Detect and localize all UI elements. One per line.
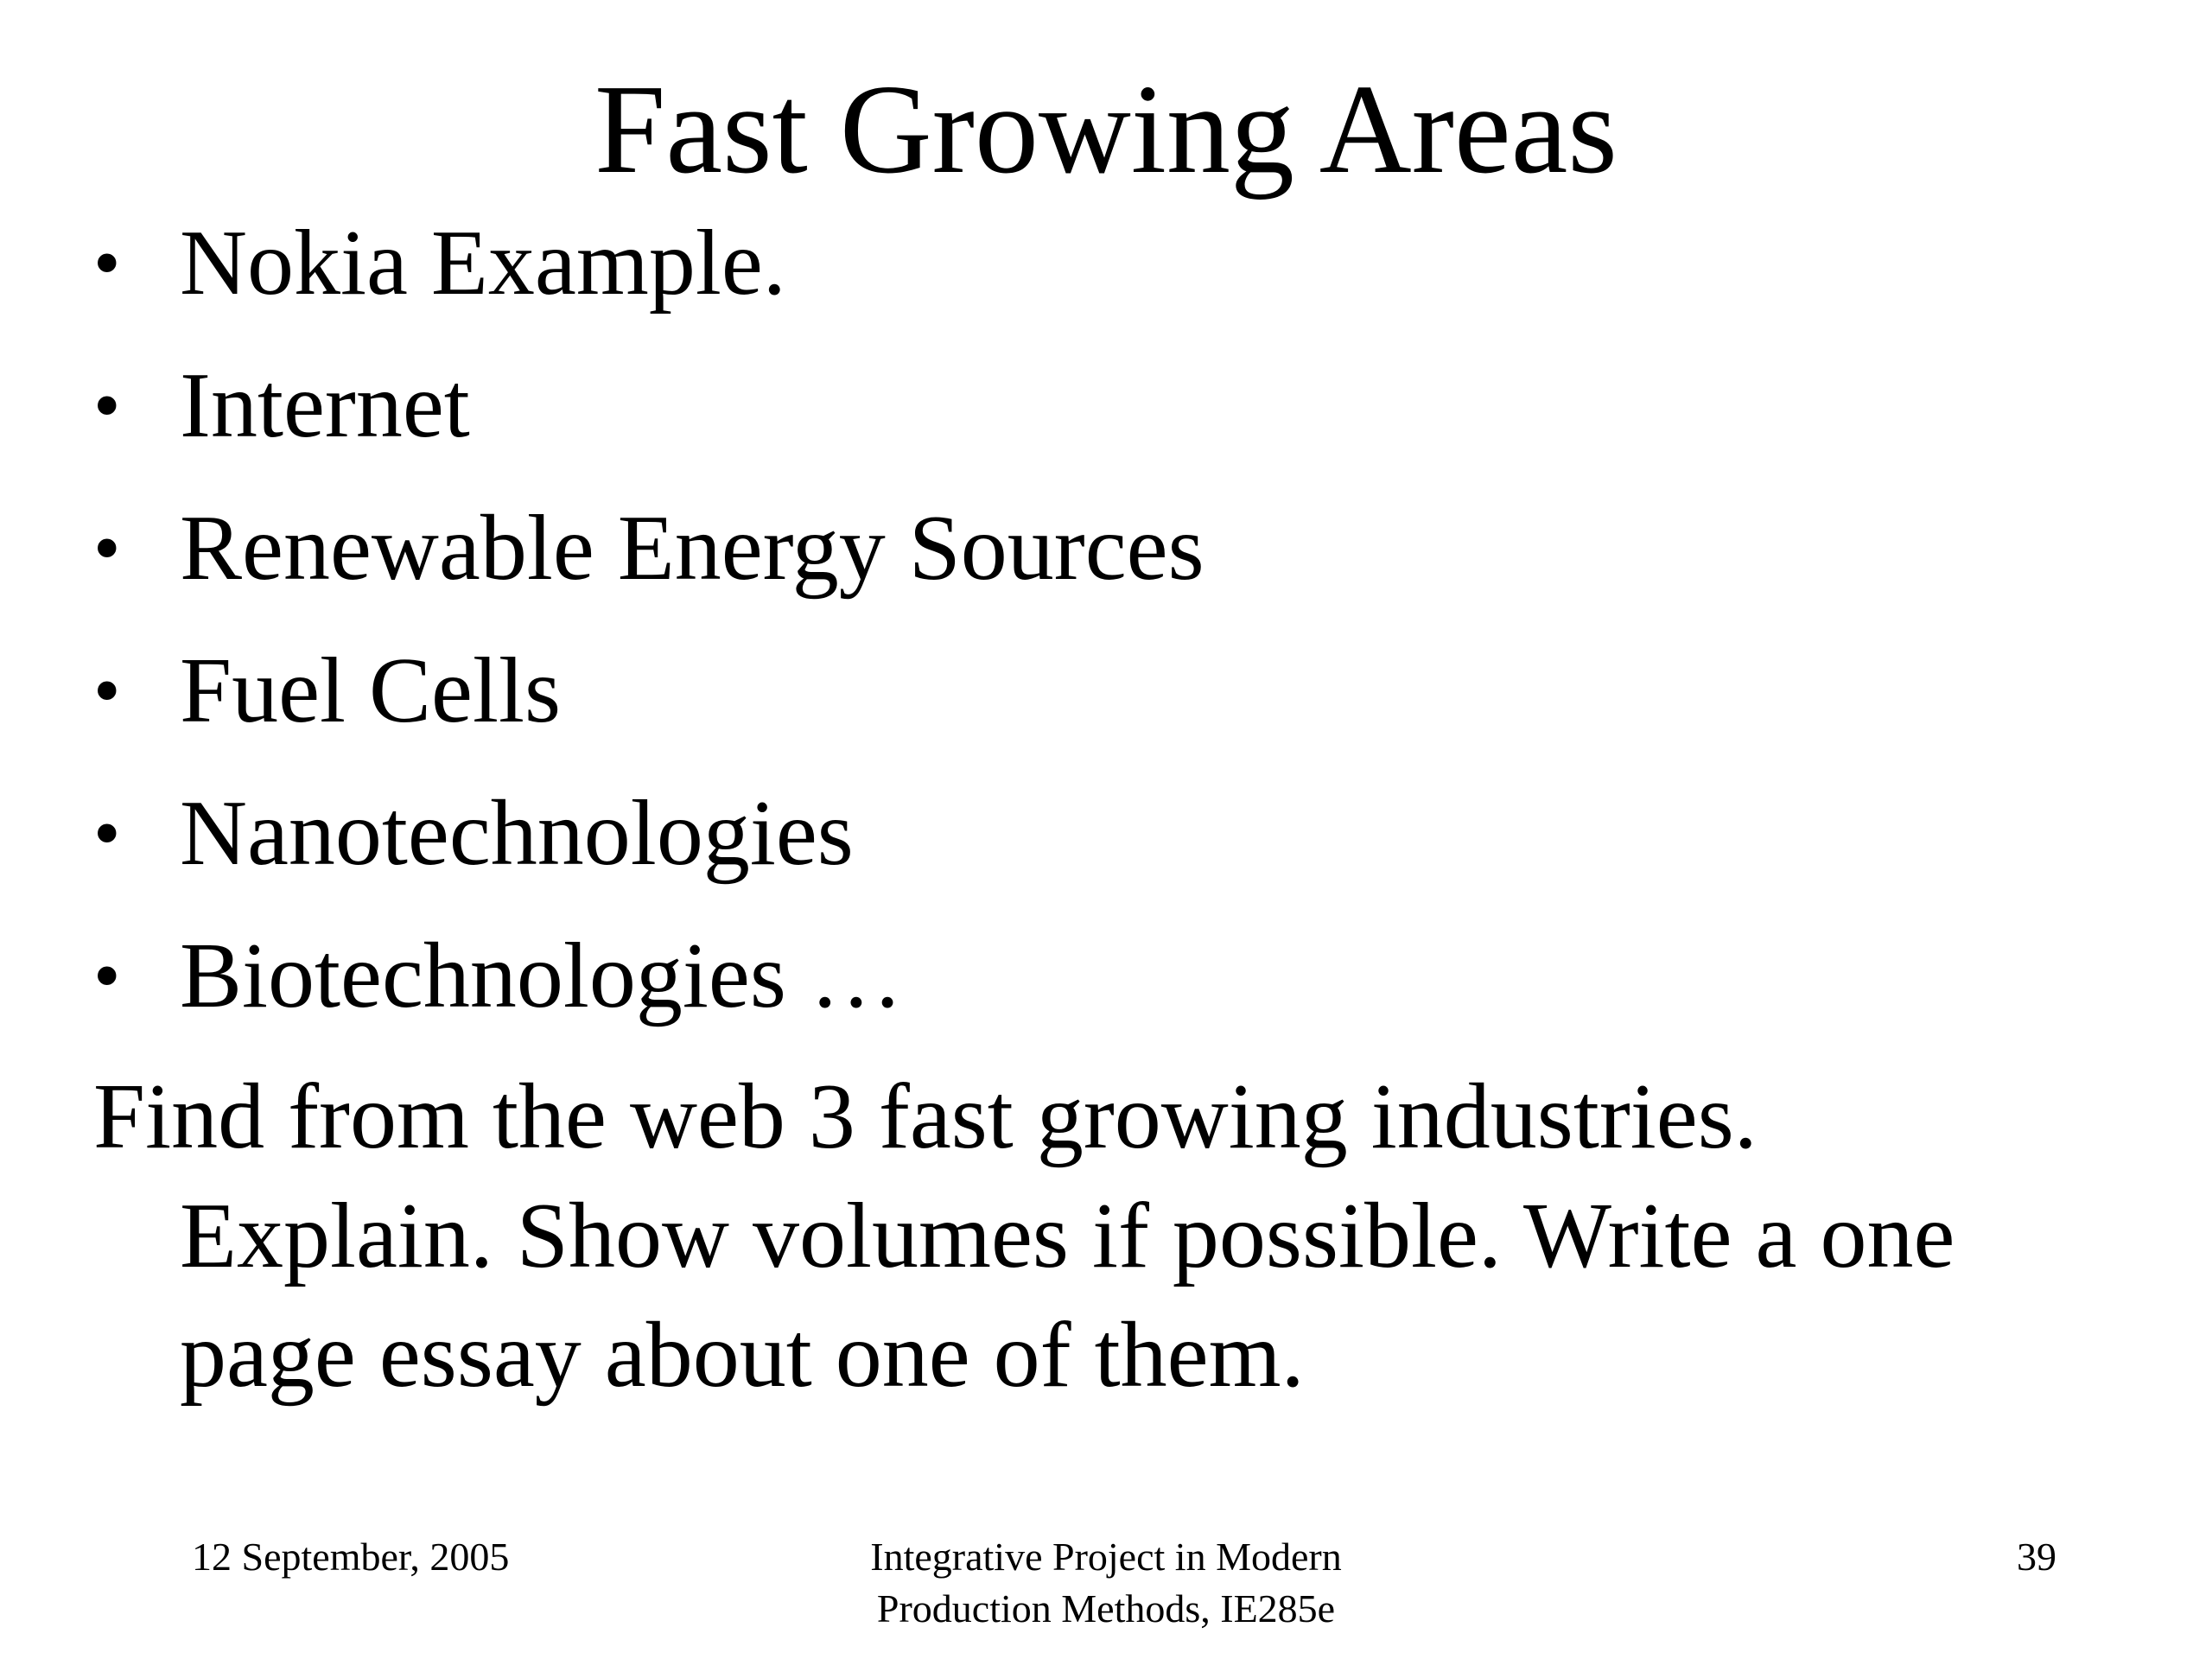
bullet-text: Nokia Example. <box>180 212 786 315</box>
bullet-icon: • <box>93 363 121 448</box>
bullet-icon: • <box>93 791 121 876</box>
bullet-icon: • <box>93 933 121 1019</box>
bullet-text: Biotechnologies … <box>180 925 903 1027</box>
footer-course-line: Production Methods, IE285e <box>876 1586 1336 1630</box>
footer-date: 12 September, 2005 <box>192 1535 510 1579</box>
footer-course-line: Integrative Project in Modern <box>870 1535 1342 1579</box>
assignment-line: Find from the web 3 fast growing industries. <box>93 1065 1758 1168</box>
assignment-paragraph <box>93 1058 2167 1415</box>
bullet-text: Fuel Cells <box>180 639 562 742</box>
page-number: 39 <box>2017 1535 2056 1579</box>
slide-title: Fast Growing Areas <box>594 59 1618 200</box>
list-item <box>93 920 2081 1033</box>
list-item <box>93 493 2081 605</box>
bullet-text: Nanotechnologies <box>180 782 854 885</box>
list-item <box>93 778 2081 890</box>
list-item <box>93 635 2081 747</box>
bullet-icon: • <box>93 648 121 734</box>
bullet-icon: • <box>93 220 121 306</box>
list-item <box>93 207 2081 320</box>
list-item <box>93 350 2081 462</box>
assignment-line: Explain. Show volumes if possible. Write a one <box>180 1185 1955 1287</box>
bullet-text: Renewable Energy Sources <box>180 497 1205 600</box>
footer-course-title <box>760 1531 1452 1635</box>
bullet-icon: • <box>93 505 121 591</box>
assignment-line: page essay about one of them. <box>180 1304 1305 1407</box>
bullet-text: Internet <box>180 354 470 457</box>
